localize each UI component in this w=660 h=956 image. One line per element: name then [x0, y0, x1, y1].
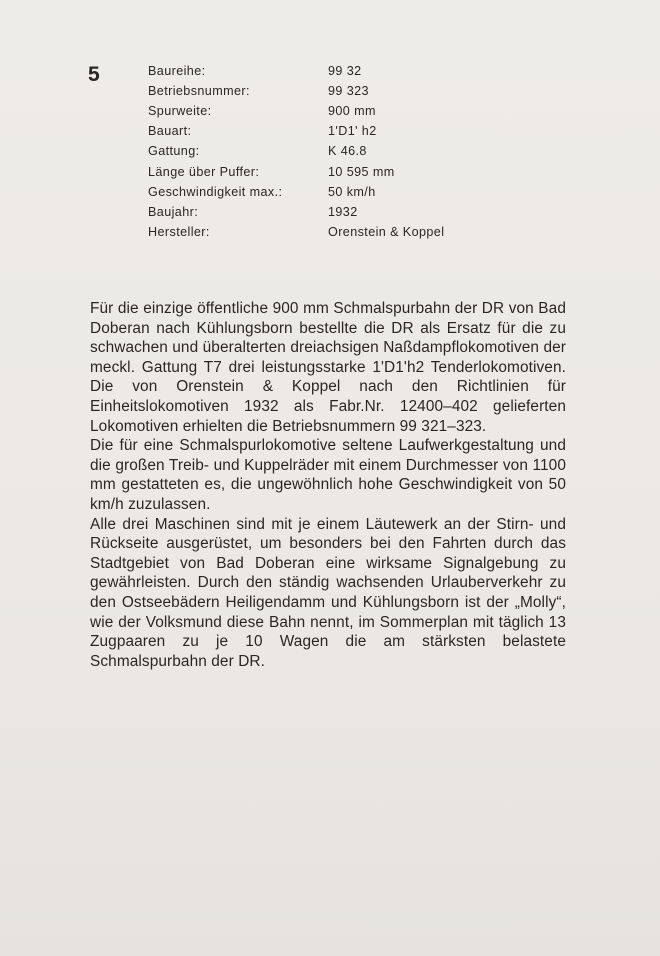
spec-label: Bauart:: [148, 124, 192, 139]
spec-label: Baujahr:: [148, 204, 199, 219]
spec-value: K 46.8: [328, 144, 367, 159]
spec-row-laenge: [148, 161, 548, 181]
spec-value: 1932: [328, 204, 358, 219]
spec-row-geschwindigkeit: [148, 182, 548, 202]
spec-label: Hersteller:: [148, 224, 210, 239]
spec-row-baureihe: [148, 61, 548, 81]
spec-label: Gattung:: [148, 144, 200, 159]
spec-label: Spurweite:: [148, 104, 212, 119]
spec-value: 900 mm: [328, 104, 376, 119]
spec-row-baujahr: [148, 202, 548, 222]
spec-value: 99 323: [328, 84, 369, 99]
spec-row-spurweite: [148, 101, 548, 121]
card-number: 5: [88, 63, 101, 86]
spec-label: Länge über Puffer:: [148, 164, 260, 179]
spec-label: Baureihe:: [148, 64, 206, 79]
spec-row-betriebsnummer: [148, 81, 548, 101]
spec-table: [148, 61, 548, 242]
spec-label: Betriebsnummer:: [148, 84, 250, 99]
spec-value: 10 595 mm: [328, 164, 395, 179]
spec-row-hersteller: [148, 222, 548, 242]
spec-value: 50 km/h: [328, 184, 376, 199]
description-text: [90, 299, 566, 671]
spec-row-bauart: [148, 121, 548, 141]
spec-value: 99 32: [328, 64, 362, 79]
paragraph: Für die einzige öffentliche 900 mm Schmalspurbahn der DR von Bad Doberan nach Kühlungsborn bestellte die DR als Ersatz für die zu schwachen und überalterten dreiachsigen Naßdampflokomotiven der meckl. Gattung T7 drei leistungsstarke 1'D1'h2 Tenderlokomotiven. Die von Orenstein & Koppel nach den Richtlinien für Einheitslokomotiven 1932 als Fabr.Nr. 12400–402 gelieferten Lokomotiven erhielten die Betriebsnummern 99 321–323.: [90, 300, 566, 435]
spec-value: 1'D1' h2: [328, 124, 377, 139]
paragraph: Alle drei Maschinen sind mit je einem Läutewerk an der Stirn- und Rückseite ausgerüstet, um besonders bei den Fahrten durch das Stadtgebiet von Bad Doberan eine wirksame Signalgebung zu gewährleisten. Durch den ständig wachsenden Urlauberverkehr zu den Ostseebädern Heiligendamm und Kühlungsborn ist der „Molly“, wie der Volksmund diese Bahn nennt, im Sommerplan mit täglich 13 Zugpaaren zu je 10 Wagen die am stärksten belastete Schmalspurbahn der DR.: [90, 515, 566, 670]
spec-label: Geschwindigkeit max.:: [148, 184, 283, 199]
spec-value: Orenstein & Koppel: [328, 224, 445, 239]
spec-row-gattung: [148, 141, 548, 161]
paragraph: Die für eine Schmalspurlokomotive seltene Laufwerkgestaltung und die großen Treib- und Kuppelräder mit einem Durchmesser von 1100 mm gestatteten es, die ungewöhnlich hohe Geschwindigkeit von 50 km/h zuzulassen.: [90, 437, 566, 513]
